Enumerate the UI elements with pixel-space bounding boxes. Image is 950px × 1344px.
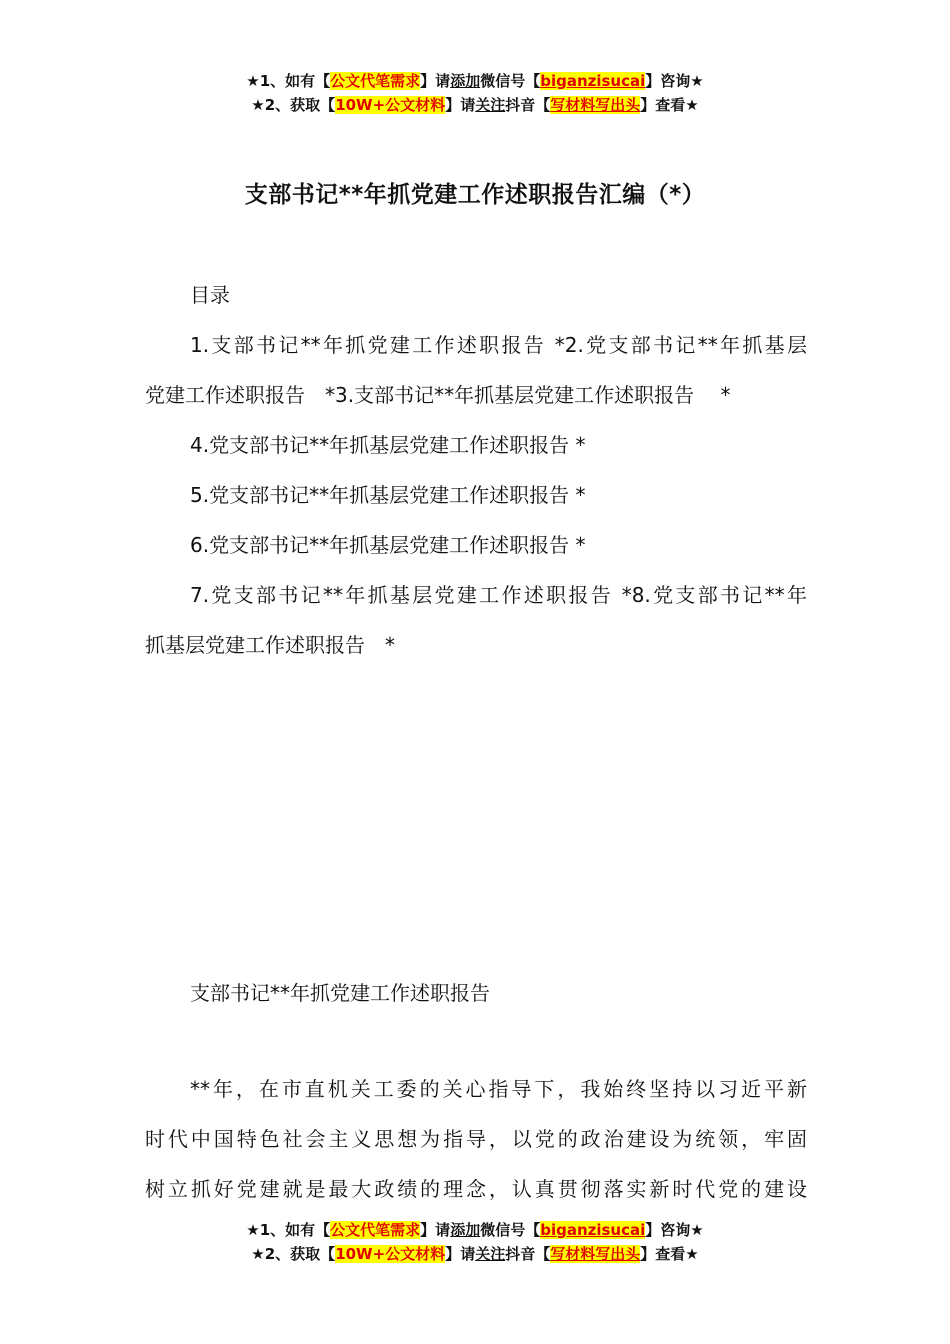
ad-text: 】请: [445, 1245, 476, 1263]
paragraph-line: 时代中国特色社会主义思想为指导，以党的政治建设为统领，牢固: [145, 1127, 807, 1151]
paragraph-line: 树立抓好党建就是最大政绩的理念，认真贯彻落实新时代党的建设: [145, 1177, 807, 1201]
ad-highlight: 公文代笔需求: [330, 72, 421, 90]
document-title: 支部书记**年抓党建工作述职报告汇编（*）: [244, 182, 706, 208]
section-title: [145, 968, 807, 1018]
ad-text: 抖音【: [505, 1245, 551, 1263]
ad-text: 】请: [420, 72, 451, 90]
footer-ad-line-2: [0, 1242, 950, 1266]
ad-underlined: 添加: [450, 72, 481, 90]
ad-wechat-id[interactable]: biganzisucai: [540, 1221, 646, 1239]
ad-text: 微信号【: [480, 1221, 541, 1239]
toc-line: 7.党支部书记**年抓基层党建工作述职报告 *8.党支部书记**年: [190, 583, 807, 607]
footer-ad-line-1: [0, 1218, 950, 1242]
ad-douyin-id[interactable]: 写材料写出头: [550, 96, 641, 114]
ad-highlight: 10W+公文材料: [335, 96, 446, 114]
footer-ad-banner: [0, 1218, 950, 1266]
header-ad-banner: [0, 69, 950, 117]
ad-underlined: 关注: [475, 96, 506, 114]
toc-line: 抓基层党建工作述职报告 *: [145, 633, 395, 657]
ad-text: ★1、如有【: [246, 1221, 331, 1239]
ad-text: ★2、获取【: [251, 1245, 336, 1263]
table-of-contents: [145, 270, 807, 670]
ad-douyin-id[interactable]: 写材料写出头: [550, 1245, 641, 1263]
body-paragraph: [145, 1064, 807, 1214]
header-ad-line-1: [0, 69, 950, 93]
toc-line: 6.党支部书记**年抓基层党建工作述职报告 *: [190, 533, 586, 557]
ad-text: 抖音【: [505, 96, 551, 114]
ad-text: 】咨询★: [645, 72, 704, 90]
ad-underlined: 关注: [475, 1245, 506, 1263]
ad-text: ★2、获取【: [251, 96, 336, 114]
ad-text: 】请: [420, 1221, 451, 1239]
ad-text: 】请: [445, 96, 476, 114]
ad-text: 】查看★: [640, 96, 699, 114]
ad-text: 】查看★: [640, 1245, 699, 1263]
toc-line: 4.党支部书记**年抓基层党建工作述职报告 *: [190, 433, 586, 457]
ad-text: 微信号【: [480, 72, 541, 90]
ad-text: 】咨询★: [645, 1221, 704, 1239]
toc-line: 党建工作述职报告 *3.支部书记**年抓基层党建工作述职报告 *: [145, 383, 731, 407]
ad-highlight: 10W+公文材料: [335, 1245, 446, 1263]
toc-heading: 目录: [190, 283, 230, 307]
ad-wechat-id[interactable]: biganzisucai: [540, 72, 646, 90]
toc-line: 1.支部书记**年抓党建工作述职报告 *2.党支部书记**年抓基层: [190, 333, 807, 357]
paragraph-line: **年，在市直机关工委的关心指导下，我始终坚持以习近平新: [190, 1077, 807, 1101]
section-title-text: 支部书记**年抓党建工作述职报告: [190, 981, 490, 1005]
ad-highlight: 公文代笔需求: [330, 1221, 421, 1239]
ad-text: ★1、如有【: [246, 72, 331, 90]
header-ad-line-2: [0, 93, 950, 117]
ad-underlined: 添加: [450, 1221, 481, 1239]
toc-line: 5.党支部书记**年抓基层党建工作述职报告 *: [190, 483, 586, 507]
